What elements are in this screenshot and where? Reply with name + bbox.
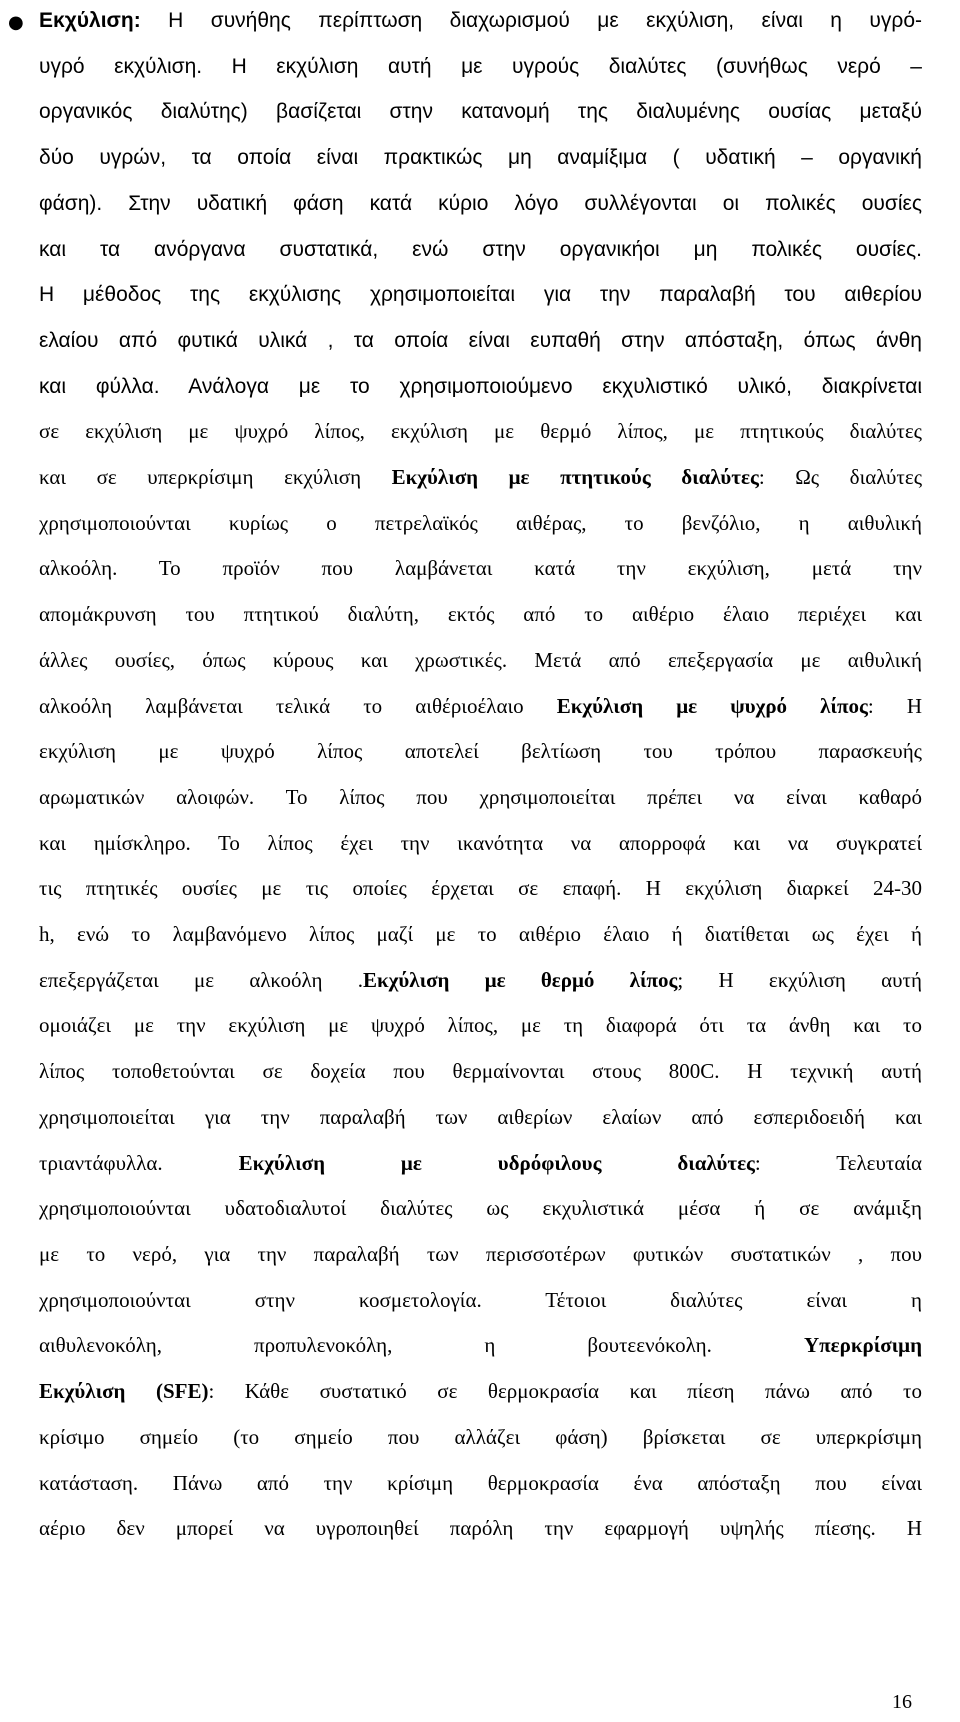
text-run: : Η [867, 693, 922, 718]
text-run: αιθυλενοκόλη, προπυλενοκόλη, η βουτεενόκολη. [39, 1333, 804, 1358]
text-run: οργανικός διαλύτης) βασίζεται στην κατανομή της διαλυμένης ουσίας μεταξύ [39, 100, 922, 124]
text-line [39, 227, 922, 273]
bold-term: Εκχύλιση: [39, 9, 141, 32]
text-line [39, 1278, 922, 1324]
text-line [39, 1049, 922, 1095]
page-number: 16 [892, 1691, 912, 1713]
text-run: αρωματικών αλοιφών. Το λίπος που χρησιμοποιείται πρέπει να είναι καθαρό [39, 784, 922, 809]
text-run: χρησιμοποιείται για την παραλαβή των αιθερίων ελαίων από εσπεριδοειδή και [39, 1104, 922, 1129]
text-line [39, 821, 922, 867]
text-run: εκχύλιση με ψυχρό λίπος αποτελεί βελτίωση του τρόπου παρασκευής [39, 739, 922, 764]
bold-term: Εκχύλιση με θερμό λίπος [363, 967, 678, 992]
bold-term: Εκχύλιση με ψυχρό λίπος [556, 693, 868, 718]
text-line [39, 958, 922, 1004]
text-run: Η συνήθης περίπτωση διαχωρισμού με εκχύλιση, είναι η υγρό- [140, 9, 922, 32]
text-run: τις πτητικές ουσίες με τις οποίες έρχεται σε επαφή. Η εκχύλιση διαρκεί 24-30 [39, 876, 922, 901]
text-run: και σε υπερκρίσιμη εκχύλιση [39, 465, 392, 490]
text-run: Η μέθοδος της εκχύλισης χρησιμοποιείται για την παραλαβή του αιθερίου [39, 283, 922, 307]
text-run: και ημίσκληρο. Το λίπος έχει την ικανότητα να απορροφά και να συγκρατεί [39, 830, 922, 855]
text-line [39, 364, 922, 410]
text-line [39, 546, 922, 592]
text-line [39, 135, 922, 181]
text-line [39, 1232, 922, 1278]
text-line [39, 729, 922, 775]
text-run: h, ενώ το λαμβανόμενο λίπος μαζί με το αιθέριο έλαιο ή διατίθεται ως έχει ή [39, 922, 922, 947]
text-line [39, 272, 922, 318]
text-line [39, 1415, 922, 1461]
text-run: χρησιμοποιούνται υδατοδιαλυτοί διαλύτες ως εκχυλιστικά μέσα ή σε ανάμιξη [39, 1196, 922, 1221]
text-run: αέριο δεν μπορεί να υγροποιηθεί παρόλη την εφαρμογή υψηλής πίεσης. Η [39, 1516, 922, 1541]
text-line [39, 775, 922, 821]
bold-term: Εκχύλιση (SFE) [39, 1379, 209, 1404]
text-line [39, 89, 922, 135]
body-paragraph [39, 0, 922, 1552]
text-line [39, 1369, 922, 1415]
text-run: κατάσταση. Πάνω από την κρίσιμη θερμοκρασία ένα απόσταξη που είναι [39, 1470, 922, 1495]
text-run: ελαίου από φυτικά υλικά , τα οποία είναι ευπαθή στην απόσταξη, όπως άνθη [39, 328, 922, 352]
text-line [39, 1003, 922, 1049]
text-line [39, 866, 922, 912]
text-run: και φύλλα. Ανάλογα με το χρησιμοποιούμενο εκχυλιστικό υλικό, διακρίνεται [39, 374, 922, 398]
text-run: κρίσιμο σημείο (το σημείο που αλλάζει φάση) βρίσκεται σε υπερκρίσιμη [39, 1424, 922, 1449]
text-line [39, 1186, 922, 1232]
text-line [39, 1141, 922, 1187]
text-line [39, 1323, 922, 1369]
text-line [39, 409, 922, 455]
text-run: χρησιμοποιούνται στην κοσμετολογία. Τέτοιοι διαλύτες είναι η [39, 1287, 922, 1312]
text-line [39, 684, 922, 730]
text-line [39, 455, 922, 501]
text-run: δύο υγρών, τα οποία είναι πρακτικώς μη αναμίξιμα ( υδατική – οργανική [39, 146, 922, 170]
text-run: φάση). Στην υδατική φάση κατά κύριο λόγο συλλέγονται οι πολικές ουσίες [39, 191, 922, 215]
text-run: : Τελευταία [754, 1150, 922, 1175]
text-run: χρησιμοποιούνται κυρίως ο πετρελαϊκός αιθέρας, το βενζόλιο, η αιθυλική [39, 510, 922, 535]
text-run: σε εκχύλιση με ψυχρό λίπος, εκχύλιση με θερμό λίπος, με πτητικούς διαλύτες [39, 419, 922, 444]
text-line [39, 501, 922, 547]
text-run: και τα ανόργανα συστατικά, ενώ στην οργανικήοι μη πολικές ουσίες. [39, 237, 922, 261]
text-run: επεξεργάζεται με αλκοόλη . [39, 967, 363, 992]
text-line [39, 181, 922, 227]
text-run: αλκοόλη λαμβάνεται τελικά το αιθέριοέλαιο [39, 693, 557, 718]
text-line [39, 592, 922, 638]
text-run: αλκοόλη. Το προϊόν που λαμβάνεται κατά την εκχύλιση, μετά την [39, 556, 922, 581]
text-run: ομοιάζει με την εκχύλιση με ψυχρό λίπος, με τη διαφορά ότι τα άνθη και το [39, 1013, 922, 1038]
text-run: : Ως διαλύτες [758, 465, 923, 490]
bold-term: Υπερκρίσιμη [803, 1333, 922, 1358]
bold-term: Εκχύλιση με υδρόφιλους διαλύτες [238, 1150, 755, 1175]
text-line [39, 44, 922, 90]
text-line [39, 1506, 922, 1552]
text-run: με το νερό, για την παραλαβή των περισσοτέρων φυτικών συστατικών , που [39, 1241, 922, 1266]
text-run: υγρό εκχύλιση. Η εκχύλιση αυτή με υγρούς διαλύτες (συνήθως νερό – [39, 54, 922, 78]
text-line [39, 318, 922, 364]
text-line [39, 0, 922, 44]
text-run: λίπος τοποθετούνται σε δοχεία που θερμαίνονται στους 800C. Η τεχνική αυτή [39, 1059, 922, 1084]
bullet-icon: ● [8, 12, 24, 33]
text-run: ; Η εκχύλιση αυτή [677, 967, 922, 992]
text-run: τριαντάφυλλα. [39, 1150, 239, 1175]
text-line [39, 638, 922, 684]
text-line [39, 912, 922, 958]
bold-term: Εκχύλιση με πτητικούς διαλύτες [391, 465, 759, 490]
text-run: απομάκρυνση του πτητικού διαλύτη, εκτός από το αιθέριο έλαιο περιέχει και [39, 602, 922, 627]
text-line [39, 1461, 922, 1507]
text-line [39, 1095, 922, 1141]
text-run: άλλες ουσίες, όπως κύρους και χρωστικές. Μετά από επεξεργασία με αιθυλική [39, 647, 922, 672]
text-run: : Κάθε συστατικό σε θερμοκρασία και πίεση πάνω από το [208, 1379, 922, 1404]
